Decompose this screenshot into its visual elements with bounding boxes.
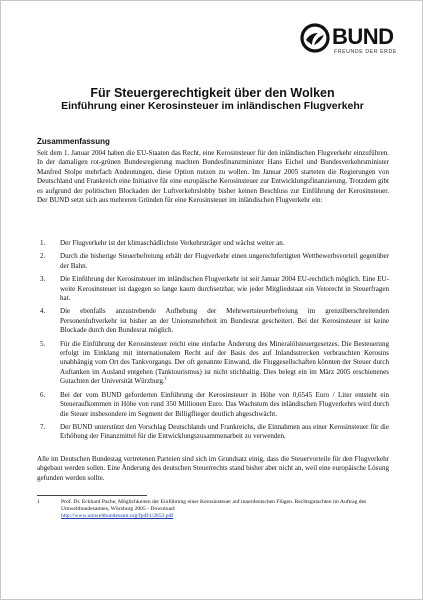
footnote-reference[interactable]: 1 [164, 375, 167, 381]
list-item [37, 239, 389, 248]
list-item-number: 5. [40, 339, 46, 348]
closing-paragraph: Alle im Deutschen Bundestag vertretenen Parteien sind sich im Grundsatz einig, dass die Steuervorteile für den Flugverkehr abgebaut werden sollen. Eine Änderung des deutschen Steuerrechts stand bisher aber nicht an, weil eine europäische Lösung gefunden werden sollte. [37, 455, 389, 482]
footnote-divider [37, 495, 147, 496]
logo-tagline: FREUNDE DER ERDE [334, 49, 397, 55]
list-item [37, 252, 389, 271]
reasons-list [37, 239, 389, 446]
list-item [37, 307, 389, 335]
list-item-number: 6. [40, 390, 46, 399]
list-item [37, 391, 389, 419]
logo-wordmark: BUND [332, 24, 394, 49]
summary-heading: Zusammenfassung [37, 137, 110, 146]
list-item [37, 423, 389, 442]
list-item-text: Durch die bisherige Steuerbefreiung erhält der Flugverkehr einen ungerechtfertigten Wettbewerbsvorteil gegenüber der Bahn. [60, 252, 389, 270]
bund-logo [300, 23, 396, 53]
list-item-number: 3. [40, 275, 46, 284]
list-item-number: 7. [40, 422, 46, 431]
list-item-text: Der Flugverkehr ist der klimaschädlichste Verkehrsträger und wächst weiter an. [60, 239, 285, 247]
list-item-number: 2. [40, 252, 46, 261]
list-item-text: Die Einführung der Kerosinsteuer im inländischen Flugverkehr ist seit Januar 2004 EU-rechtlich möglich. Eine EU-weite Kerosinsteuer ist dagegen so lange kaum durchsetzbar, wie jeder Mitgliedstaat ein Vetorecht in Steuerfragen hat. [60, 275, 389, 303]
list-item-number: 1. [40, 239, 46, 247]
document-title: Für Steuergerechtigkeit über den Wolken [90, 86, 335, 100]
list-item-text: Der BUND unterstützt den Vorschlag Deutschlands und Frankreichs, die Einnahmen aus einer Kerosinsteuer für die Erhöhung der Finanzmittel für die Entwicklungszusammenarbeit zu verwenden. [60, 422, 389, 441]
footnote-text: Prof. Dr. Eckhard Pache, Möglichkeiten der Einführung einer Kerosinsteuer auf innerdeutschen Flügen. Rechtsgutachten im Auftrag des Umweltbundesamtes, Würzburg 2005 - Download: [61, 499, 367, 513]
list-item-text: Bei der vom BUND geforderten Einführung der Kerosinsteuer in Höhe von 0,6545 Euro / Liter entsteht ein Steueraufkommen in Höhe von rund 350 Millionen Euro. Das Wachstum des inländischen Flugverkehrs wird durch die Steuer insbesondere im Segment der Billigflieger deutlich abgeschwächt. [60, 390, 389, 418]
footnote-link[interactable]: http://www.umweltbundesamt.org/fpdf-l/2853.pdf [61, 513, 174, 520]
list-item [37, 275, 389, 303]
list-item-number: 4. [40, 307, 46, 316]
document-subtitle: Einführung einer Kerosinsteuer im inländischen Flugverkehr [61, 100, 364, 112]
list-item-text: Für die Einführung der Kerosinsteuer reicht eine einfache Änderung des Mineralölsteuergesetzes. Die Besteuerung erfolgt im Einklang mit internationalem Recht auf der Basis des auf Inlandsstrecken verbrauchten Kerosins unabhängig vom Ort des Tankvorgangs. Der oft genannte Einwand, die Fluggesellschaften könnten der Steuer durch Auftanken im Ausland entgehen (Tanktourismus) ist nicht stichhaltig. Dies belegt ein im März 2005 erschienenes Gutachten der Universität Würzburg. [60, 339, 389, 386]
bund-logo-icon [300, 23, 330, 53]
intro-paragraph: Seit dem 1. Januar 2004 haben die EU-Staaten das Recht, eine Kerosinsteuer für den inländischen Flugverkehr einzuführen. In der damaligen rot-grünen Bundesregierung machten Bundesfinanzminister Hans Eichel und Bundesverkehrsminister Manfred Stolpe mehrfach Andeutungen, diese Option nutzen zu wollen. Im Januar 2005 starteten die Regierungen von Deutschland und Frankreich eine Initiative für eine europäische Kerosinsteuer zur Entwicklungsfinanzierung. Trotzdem gibt es aufgrund der politischen Blockaden der Luftverkehrslobby bisher keinen Beschluss zur Einführung der Kerosinsteuer. Der BUND setzt sich aus mehreren Gründen für eine Kerosinsteuer im inländischen Flugverkehr ein: [37, 149, 389, 205]
list-item [37, 340, 389, 387]
list-item-text: Die ebenfalls anzustrebende Aufhebung der Mehrwertsteuerbefreiung im grenzüberschreitenden Personenluftverkehr ist bisher an der Unionsmehrheit im Bundesrat gescheitert. Bei der Kerosinsteuer ist keine Blockade durch den Bundesrat möglich. [60, 307, 389, 335]
footnote [37, 499, 377, 520]
footnote-mark: 1 [37, 499, 40, 505]
